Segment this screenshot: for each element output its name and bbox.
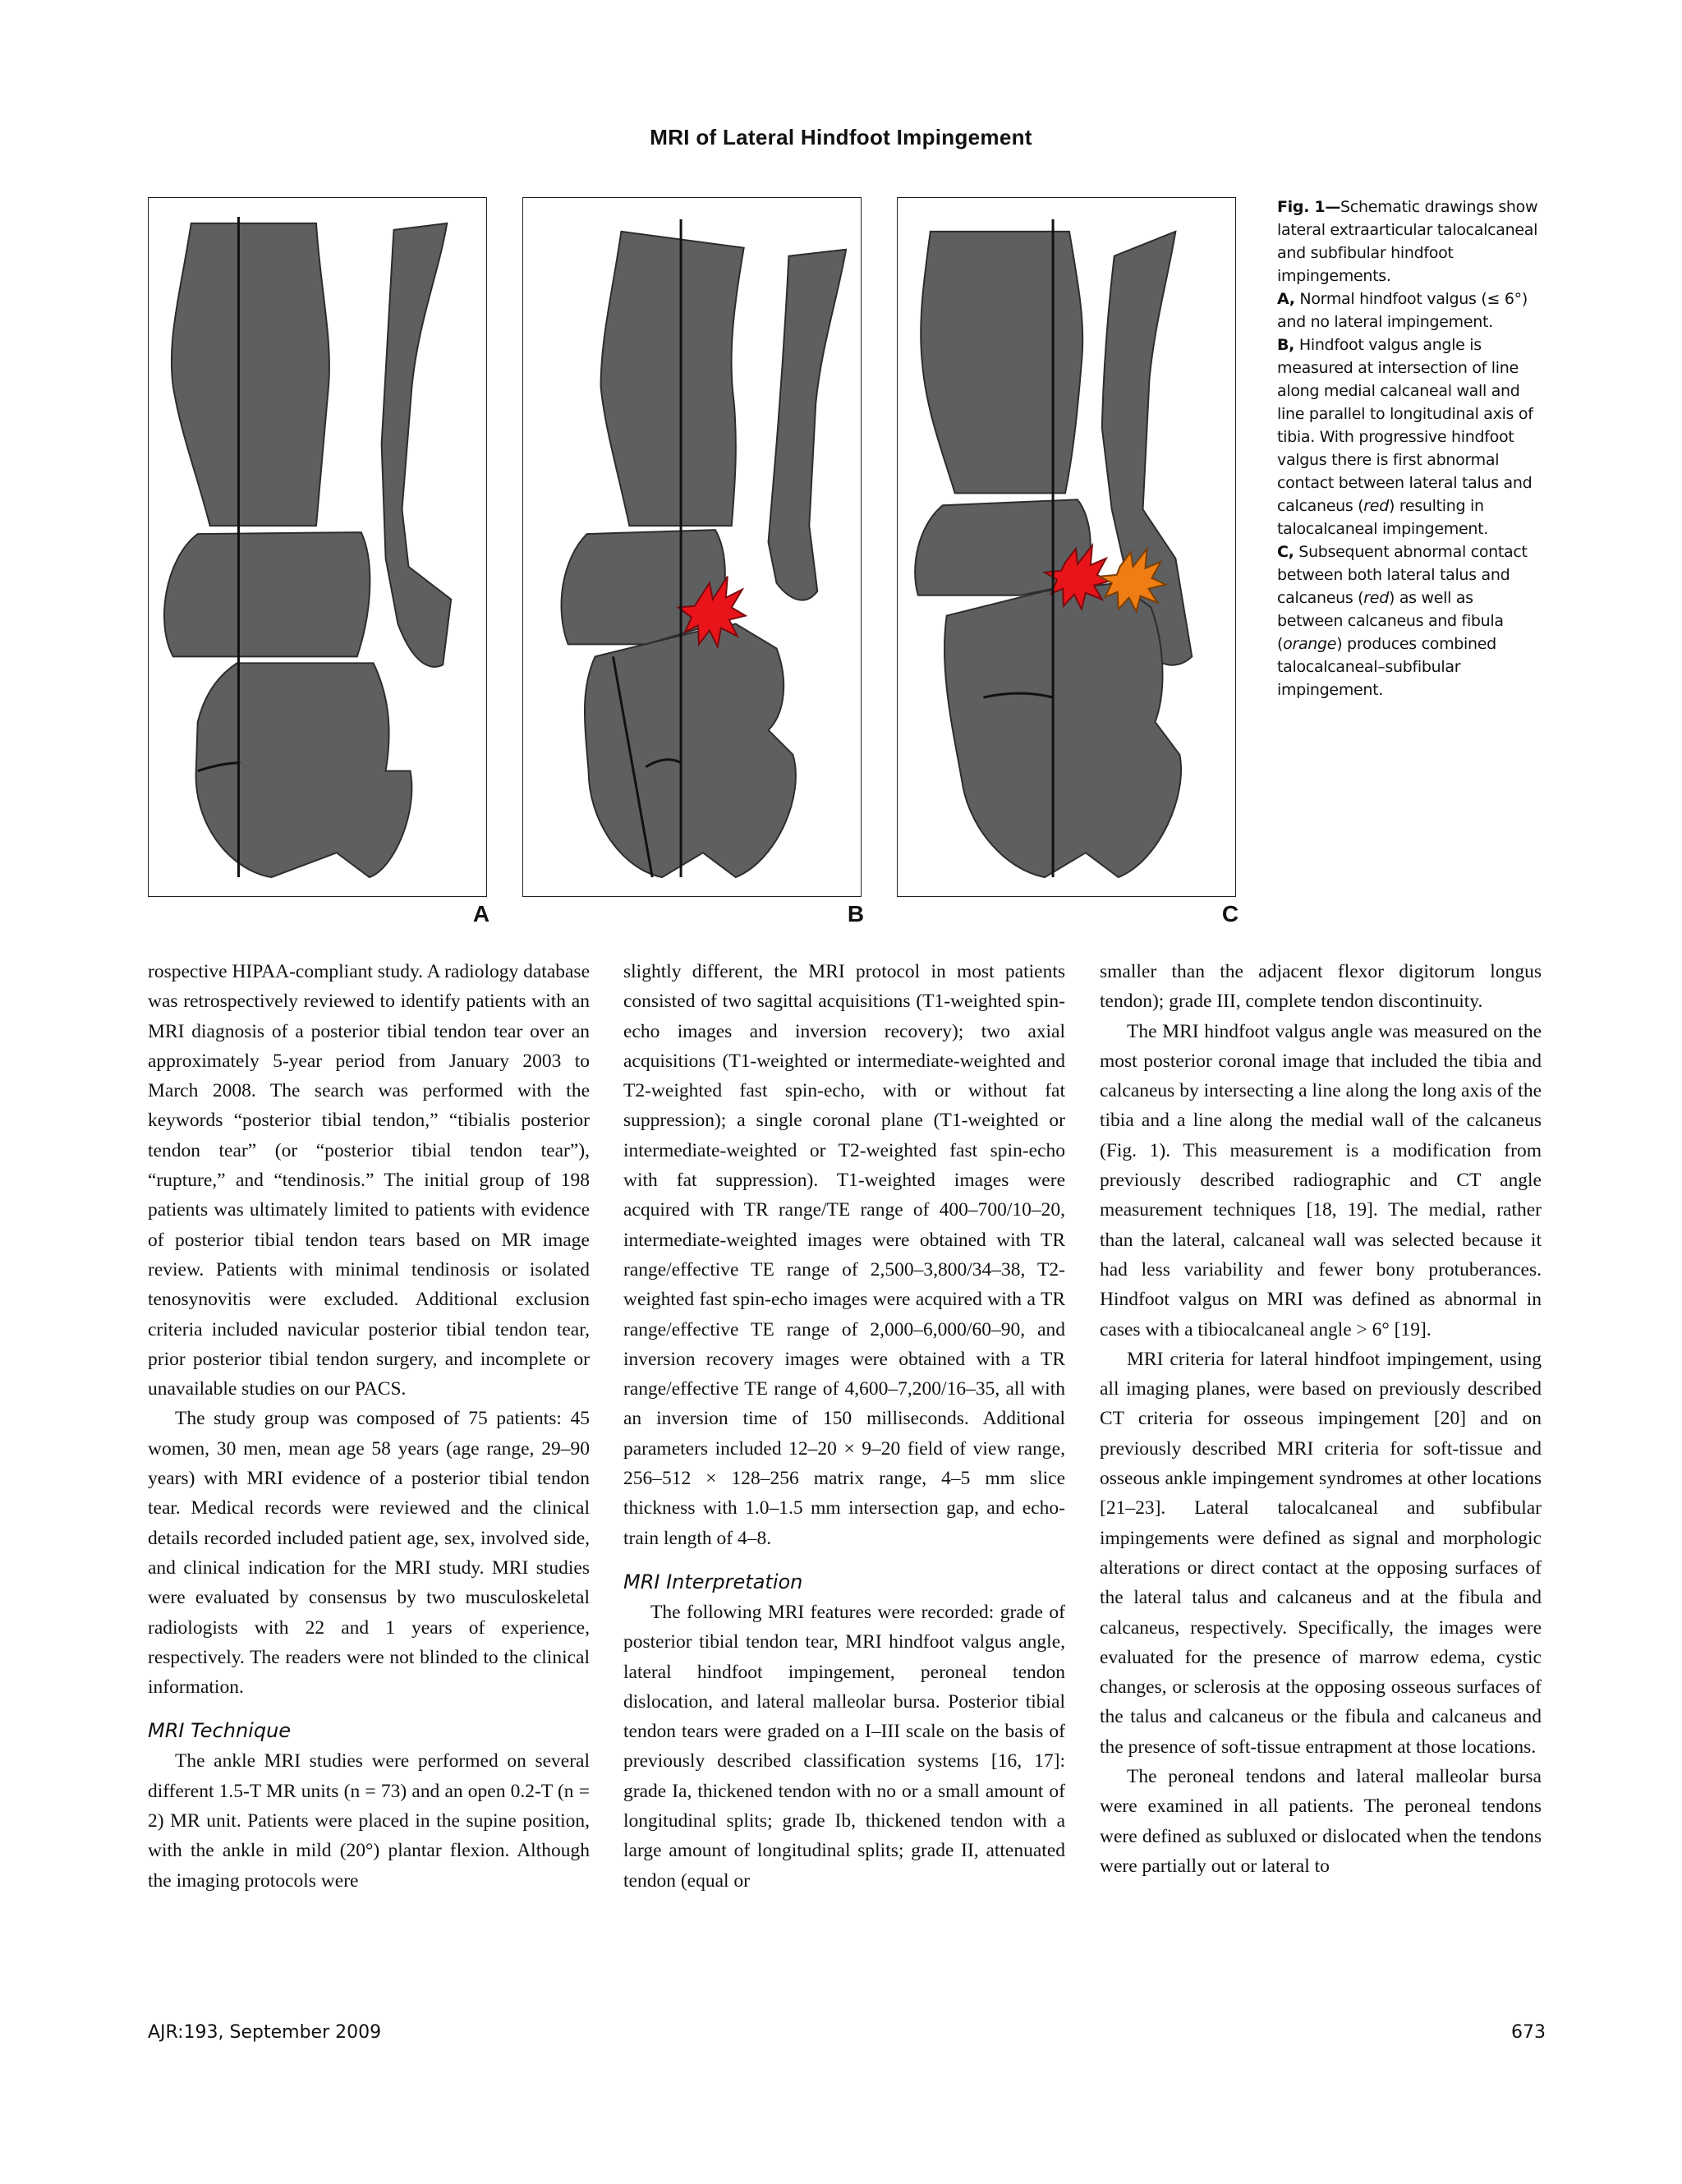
talus	[164, 532, 370, 656]
text-column-1	[148, 957, 590, 1896]
caption-b-label: B,	[1277, 336, 1295, 354]
paragraph: The following MRI features were recorded: grade of posterior tibial tendon tear, MRI hindfoot valgus angle, lateral hindfoot impingement, peroneal tendon dislocation, and lateral malleolar bursa. Posterior tibial tendon tears were graded on a I–III scale on the basis of previously described classification systems [16, 17]: grade Ia, thickened tendon with no or a small amount of longitudinal splits; grade Ib, thickened tendon with a large amount of longitudinal splits; grade II, attenuated tendon (equal or	[623, 1601, 1065, 1892]
panel-label-c: C	[1221, 901, 1239, 926]
caption-b-red: red	[1363, 497, 1389, 515]
caption-fig-label: Fig. 1—	[1277, 198, 1341, 216]
running-title: MRI of Lateral Hindfoot Impingement	[650, 125, 1032, 149]
calcaneus	[196, 663, 412, 877]
section-heading-interpretation: MRI Interpretation	[623, 1570, 803, 1593]
paragraph: The study group was composed of 75 patients: 45 women, 30 men, mean age 58 years (age range, 29–90 years) with MRI evidence of a posterior tibial tendon tear. Medical records were reviewed and the clinical details recorded included patient age, sex, involved side, and clinical indication for the MRI study. MRI studies were evaluated by consensus by two musculoskeletal radiologists with 22 and 1 years of experience, respectively. The readers were not blinded to the clinical information.	[148, 1408, 590, 1699]
text-column-3	[1100, 957, 1542, 1881]
caption-b	[1277, 333, 1540, 540]
paragraph: The peroneal tendons and lateral malleolar bursa were examined in all patients. The peroneal tendons were defined as subluxed or dislocated when the tendons were partially out or lateral to	[1100, 1766, 1542, 1877]
panel-label-a: A	[472, 901, 490, 926]
panel-label-b: B	[847, 901, 865, 926]
figure-panel-b	[522, 197, 862, 897]
panel-a-drawing	[149, 198, 486, 896]
panel-c-drawing	[898, 198, 1235, 896]
caption-a	[1277, 287, 1540, 333]
calcaneus	[944, 583, 1181, 877]
tibia	[172, 223, 329, 526]
calcaneus	[585, 624, 796, 877]
footer-journal: AJR:193, September 2009	[148, 2022, 382, 2043]
figure-panel-a	[148, 197, 487, 897]
caption-b-text-end: ) resulting in talocalcaneal impingement.	[1277, 497, 1488, 538]
footer-page-number: 673	[1511, 2022, 1546, 2043]
caption-intro	[1277, 195, 1540, 287]
caption-c-label: C,	[1277, 543, 1294, 561]
section-heading-technique: MRI Technique	[148, 1719, 292, 1743]
paragraph: The ankle MRI studies were performed on several different 1.5-T MR units (n = 73) and an open 0.2-T (n = 2) MR unit. Patients were placed in the supine position, with the ankle in mild (20°) plantar flexion. Although the imaging protocols were	[148, 1750, 590, 1892]
tibia	[601, 232, 744, 526]
figure-caption	[1277, 195, 1540, 701]
caption-a-label: A,	[1277, 290, 1295, 308]
caption-c-text-end: ) produces combined talocalcaneal–subfibular impingement.	[1277, 635, 1496, 699]
paragraph: MRI criteria for lateral hindfoot impingement, using all imaging planes, were based on previously described CT criteria for osseous impingement [20] and on previously described MRI criteria for soft-tissue and osseous ankle impingement syndromes at other locations [21–23]. Lateral talocalcaneal and subfibular impingements were defined as signal and morphologic alterations or direct contact at the opposing surfaces of the lateral talus and calcaneus and at the fibula and calcaneus, respectively. Specifically, the images were evaluated for the presence of marrow edema, cystic changes, or sclerosis at the opposing osseous surfaces of the talus and calcaneus or the fibula and calcaneus and the presence of soft-tissue entrapment at those locations.	[1100, 1348, 1542, 1758]
paragraph: rospective HIPAA-compliant study. A radiology database was retrospectively reviewed to identify patients with an MRI diagnosis of a posterior tibial tendon tear over an approximately 5-year period from January 2003 to March 2008. The search was performed with the keywords “posterior tibial tendon,” “tibialis posterior tendon tear” (or “posterior tibial tendon tear”), “rupture,” and “tendinosis.” The initial group of 198 patients was ultimately limited to patients with evidence of posterior tibial tendon tears based on MR image review. Patients with minimal tendinosis or isolated tenosynovitis were excluded. Additional exclusion criteria included navicular posterior tibial tendon tear, prior posterior tibial tendon surgery, and incomplete or unavailable studies on our PACS.	[148, 961, 591, 1400]
paragraph: slightly different, the MRI protocol in most patients consisted of two sagittal acquisitions (T1-weighted spin-echo images and inversion recovery); two axial acquisitions (T1-weighted or intermediate-weighted and T2-weighted fast spin-echo, with or without fat suppression); a single coronal plane (T1-weighted or intermediate-weighted or T2-weighted fast spin-echo with fat suppression). T1-weighted images were acquired with TR range/TE range of 400–700/10–20, intermediate-weighted images were obtained with TR range/effective TE range of 2,500–3,800/34–38, T2-weighted fast spin-echo images were acquired with a TR range/effective TE range of 2,000–6,000/60–90, and inversion recovery images were obtained with a TR range/effective TE range of 4,600–7,200/16–35, all with an inversion time of 150 milliseconds. Additional parameters included 12–20 × 9–20 field of view range, 256–512 × 128–256 matrix range, 4–5 mm slice thickness with 1.0–1.5 mm intersection gap, and echo-train length of 4–8.	[623, 961, 1065, 1549]
caption-intro-text: Schematic drawings show lateral extraarticular talocalcaneal and subfibular hindfoot impingements.	[1277, 198, 1538, 285]
caption-c-orange: orange	[1283, 635, 1337, 653]
caption-c	[1277, 540, 1540, 701]
caption-c-text-mid: ) as well as between calcaneus and fibula (	[1277, 589, 1504, 653]
caption-c-red: red	[1363, 589, 1389, 607]
figure-panel-c	[897, 197, 1236, 897]
paragraph: The MRI hindfoot valgus angle was measured on the most posterior coronal image that included the tibia and calcaneus by intersecting a line along the long axis of the tibia and a line along the medial wall of the calcaneus (Fig. 1). This measurement is a modification from previously described radiographic and CT angle measurement techniques [18, 19]. The medial, rather than the lateral, calcaneal wall was selected because it had less variability and fewer bony protuberances. Hindfoot valgus on MRI was defined as abnormal in cases with a tibiocalcaneal angle > 6° [19].	[1100, 1020, 1542, 1340]
caption-c-text: Subsequent abnormal contact between both lateral talus and calcaneus (	[1277, 543, 1528, 607]
tibia	[921, 232, 1082, 493]
panel-b-drawing	[523, 198, 861, 896]
caption-b-text: Hindfoot valgus angle is measured at intersection of line along medial calcaneal wall and line parallel to longitudinal axis of tibia. With progressive hindfoot valgus there is first abnormal contact between lateral talus and calcaneus (	[1277, 336, 1533, 515]
fibula	[769, 250, 847, 600]
text-column-2	[623, 957, 1065, 1896]
fibula	[382, 223, 452, 667]
paragraph: smaller than the adjacent flexor digitorum longus tendon); grade III, complete tendon discontinuity.	[1100, 961, 1542, 1013]
caption-a-text: Normal hindfoot valgus (≤ 6°) and no lateral impingement.	[1277, 290, 1528, 331]
